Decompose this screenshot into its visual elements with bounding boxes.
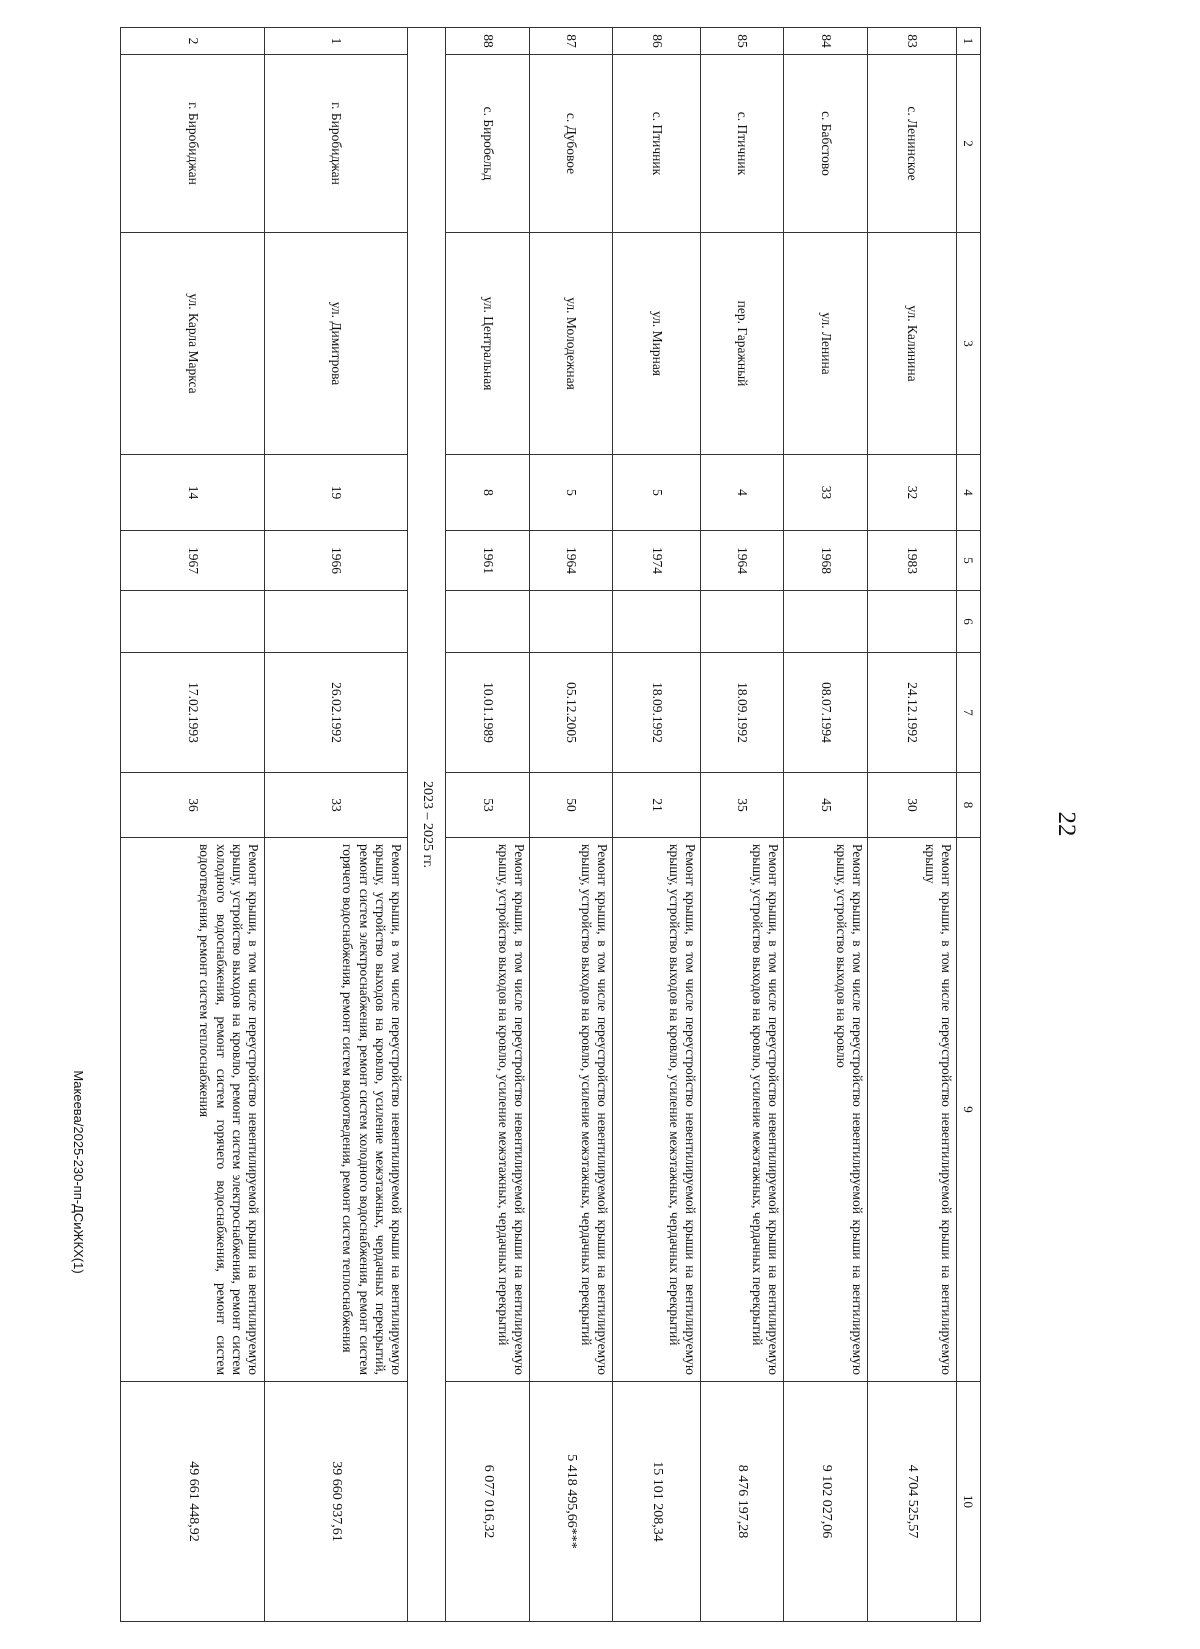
street: ул. Калинина — [868, 233, 957, 455]
column-8-value: 35 — [701, 773, 784, 838]
period-row — [408, 28, 446, 1622]
column-number: 9 — [957, 838, 981, 1382]
column-8-value: 36 — [121, 773, 265, 838]
house-number: 4 — [701, 455, 784, 531]
row-number: 88 — [446, 28, 530, 55]
column-number: 1 — [957, 28, 981, 55]
column-6-value — [784, 591, 868, 653]
house-number: 5 — [530, 455, 613, 531]
page-number: 22 — [1053, 811, 1080, 837]
date: 18.09.1992 — [701, 653, 784, 773]
work-description: Ремонт крыши, в том числе переустройство невентилируемой крыши на вентилируемую крышу, устройство выходов на кровлю, ремонт систем электроснабжения, ремонт систем холодного водоснабжения, ремонт систем горячего водоснабжения, ремонт систем водоотведения, ремонт систем теплоснабжения — [121, 838, 265, 1382]
street: ул. Карла Маркса — [121, 233, 265, 455]
column-number: 3 — [957, 233, 981, 455]
build-year: 1964 — [701, 531, 784, 591]
house-number: 8 — [446, 455, 530, 531]
column-8-value: 21 — [613, 773, 701, 838]
column-6-value — [868, 591, 957, 653]
table-row — [613, 28, 701, 1622]
column-number-row — [957, 28, 981, 1622]
cost: 49 661 448,92 — [121, 1382, 265, 1622]
build-year: 1967 — [121, 531, 265, 591]
cost: 6 077 016,32 — [446, 1382, 530, 1622]
column-6-value — [701, 591, 784, 653]
row-number: 86 — [613, 28, 701, 55]
table-row — [784, 28, 868, 1622]
work-description: Ремонт крыши, в том числе переустройство невентилируемой крыши на вентилируемую крышу, устройство выходов на кровлю, усиление межэтажных, чердачных перекрытий — [446, 838, 530, 1382]
date: 18.09.1992 — [613, 653, 701, 773]
work-description: Ремонт крыши, в том числе переустройство невентилируемой крыши на вентилируемую крышу, устройство выходов на кровлю — [784, 838, 868, 1382]
column-6-value — [446, 591, 530, 653]
settlement: с. Ленинское — [868, 55, 957, 233]
column-8-value: 53 — [446, 773, 530, 838]
period-label: 2023 – 2025 гг. — [408, 28, 446, 1622]
column-number: 4 — [957, 455, 981, 531]
settlement: г. Биробиджан — [121, 55, 265, 233]
document-footer-code: Макеева/2025-230-пп-ДСиЖКХ(1) — [71, 1070, 86, 1274]
settlement: с. Дубовое — [530, 55, 613, 233]
house-number: 19 — [265, 455, 408, 531]
house-number: 14 — [121, 455, 265, 531]
work-description: Ремонт крыши, в том числе переустройство невентилируемой крыши на вентилируемую крышу, устройство выходов на кровлю, усиление межэтажных, чердачных перекрытий — [701, 838, 784, 1382]
house-number: 32 — [868, 455, 957, 531]
build-year: 1964 — [530, 531, 613, 591]
build-year: 1974 — [613, 531, 701, 591]
table-row — [530, 28, 613, 1622]
column-6-value — [530, 591, 613, 653]
column-6-value — [121, 591, 265, 653]
street: пер. Гаражный — [701, 233, 784, 455]
house-number: 33 — [784, 455, 868, 531]
street: ул. Мирная — [613, 233, 701, 455]
work-description: Ремонт крыши, в том числе переустройство невентилируемой крыши на вентилируемую крышу, устройство выходов на кровлю, усиление межэтажных, чердачных перекрытий — [613, 838, 701, 1382]
build-year: 1961 — [446, 531, 530, 591]
street: ул. Димитрова — [265, 233, 408, 455]
build-year: 1966 — [265, 531, 408, 591]
work-description: Ремонт крыши, в том числе переустройство невентилируемой крыши на вентилируемую крышу, устройство выходов на кровлю, усиление межэтажных, чердачных перекрытий, ремонт систем электроснабжения, ремонт систем холодного водоснабжения, ремонт систем горячего водоснабжения, ремонт систем водоотведения, ремонт систем теплоснабжения — [265, 838, 408, 1382]
street: ул. Молодежная — [530, 233, 613, 455]
column-number: 5 — [957, 531, 981, 591]
column-8-value: 30 — [868, 773, 957, 838]
settlement: с. Птичник — [613, 55, 701, 233]
settlement: с. Биробельд — [446, 55, 530, 233]
column-number: 8 — [957, 773, 981, 838]
table-row — [868, 28, 957, 1622]
row-number: 85 — [701, 28, 784, 55]
house-number: 5 — [613, 455, 701, 531]
date: 26.02.1992 — [265, 653, 408, 773]
settlement: г. Биробиджан — [265, 55, 408, 233]
build-year: 1983 — [868, 531, 957, 591]
table-row — [121, 28, 265, 1622]
cost: 4 704 525,57 — [868, 1382, 957, 1622]
settlement: с. Птичник — [701, 55, 784, 233]
repair-program-table — [121, 27, 981, 1621]
column-8-value: 33 — [265, 773, 408, 838]
date: 24.12.1992 — [868, 653, 957, 773]
row-number: 84 — [784, 28, 868, 55]
street: ул. Центральная — [446, 233, 530, 455]
work-description: Ремонт крыши, в том числе переустройство невентилируемой крыши на вентилируемую крышу, устройство выходов на кровлю, усиление межэтажных, чердачных перекрытий — [530, 838, 613, 1382]
cost: 9 102 027,06 — [784, 1382, 868, 1622]
street: ул. Ленина — [784, 233, 868, 455]
column-8-value: 45 — [784, 773, 868, 838]
row-number: 2 — [121, 28, 265, 55]
table-row — [265, 28, 408, 1622]
cost: 15 101 208,34 — [613, 1382, 701, 1622]
date: 10.01.1989 — [446, 653, 530, 773]
row-number: 87 — [530, 28, 613, 55]
row-number: 83 — [868, 28, 957, 55]
date: 17.02.1993 — [121, 653, 265, 773]
table-row — [446, 28, 530, 1622]
date: 08.07.1994 — [784, 653, 868, 773]
column-8-value: 50 — [530, 773, 613, 838]
column-number: 7 — [957, 653, 981, 773]
settlement: с. Бабстово — [784, 55, 868, 233]
cost: 8 476 197,28 — [701, 1382, 784, 1622]
table-row — [701, 28, 784, 1622]
column-6-value — [265, 591, 408, 653]
cost: 5 418 495,66*** — [530, 1382, 613, 1622]
column-number: 10 — [957, 1382, 981, 1622]
work-description: Ремонт крыши, в том числе переустройство невентилируемой крыши на вентилируемую крышу — [868, 838, 957, 1382]
column-number: 6 — [957, 591, 981, 653]
row-number: 1 — [265, 28, 408, 55]
cost: 39 660 937,61 — [265, 1382, 408, 1622]
column-6-value — [613, 591, 701, 653]
column-number: 2 — [957, 55, 981, 233]
date: 05.12.2005 — [530, 653, 613, 773]
build-year: 1968 — [784, 531, 868, 591]
